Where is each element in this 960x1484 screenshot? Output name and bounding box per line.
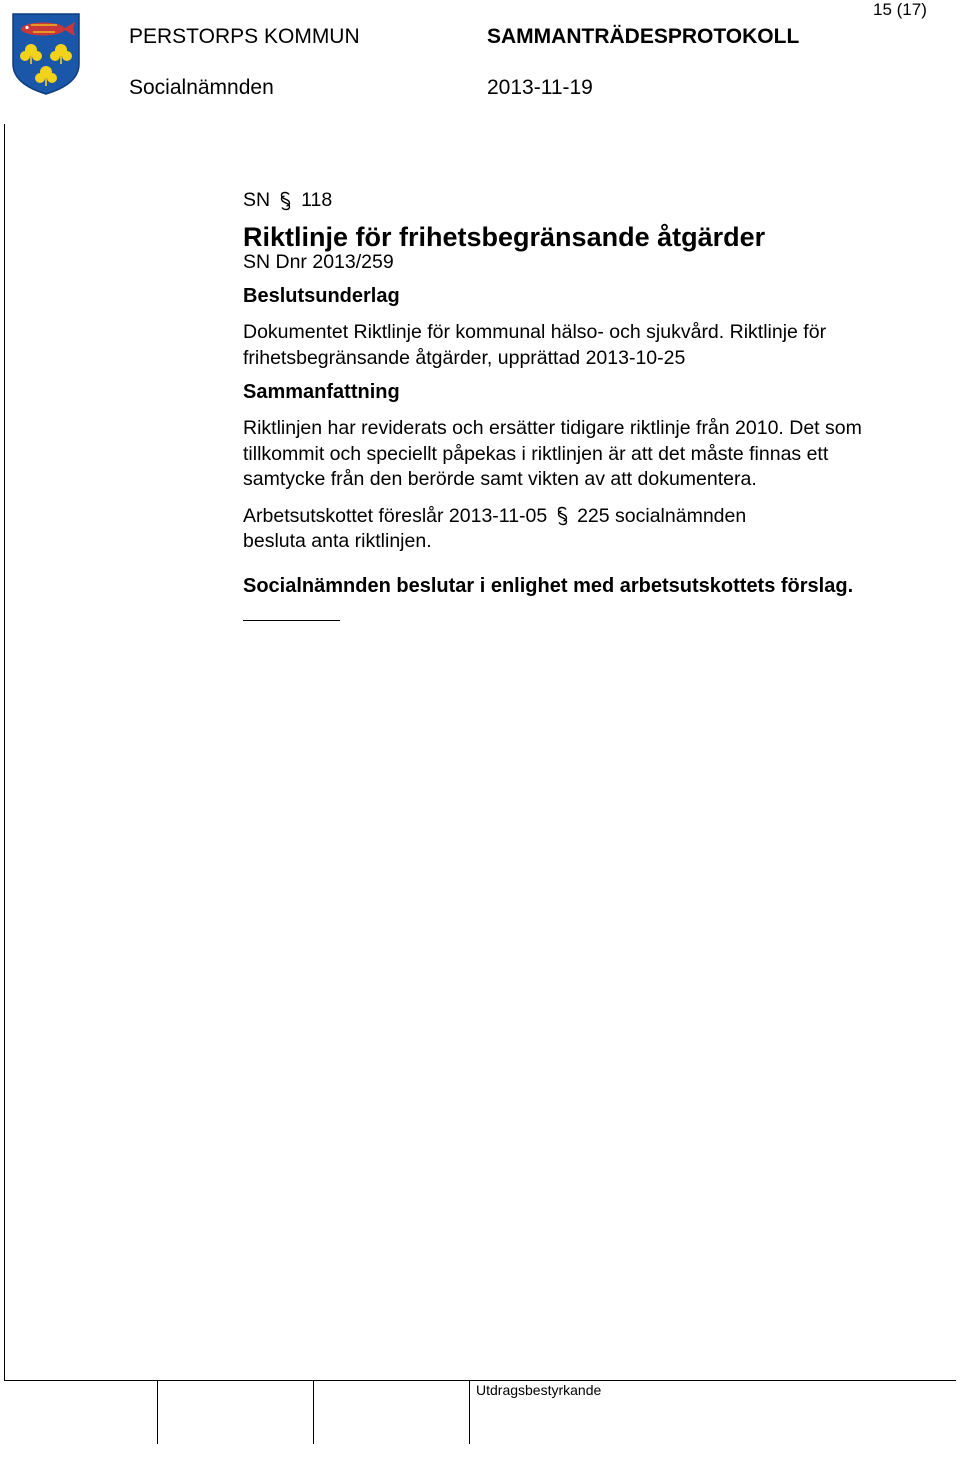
registration-number: SN Dnr 2013/259 — [243, 250, 394, 273]
coat-of-arms-icon — [11, 12, 81, 96]
proposal-prefix: Arbetsutskottet föreslår 2013-11-05 — [243, 504, 548, 527]
footer-rule — [4, 1380, 956, 1381]
summary-text: Riktlinjen har reviderats och ersätter tidigare riktlinje från 2010. Det som tillkommit och speciellt påpekas i riktlinjen är att det måste finnas ett samtycke från den berörde samt vikten av att dokumentera. — [243, 417, 862, 490]
paragraph-reference — [243, 188, 903, 214]
paragraph-number: 118 — [301, 189, 333, 211]
basis-text: Dokumentet Riktlinje för kommunal hälso- och sjukvård. Riktlinje för frihetsbegränsande åtgärder, upprättad 2013-10-25 — [243, 321, 827, 369]
document-type: SAMMANTRÄDESPROTOKOLL — [487, 25, 800, 48]
proposal-continuation: besluta anta riktlinjen. — [243, 530, 432, 552]
section-sign-icon — [556, 506, 569, 526]
attestation-label: Utdragsbestyrkande — [476, 1382, 602, 1398]
decision-text: Socialnämnden beslutar i enlighet med arbetsutskottets förslag. — [243, 574, 854, 597]
proposal-text — [243, 504, 903, 555]
committee-name: Socialnämnden — [129, 76, 274, 99]
end-rule — [243, 620, 340, 621]
signature-cell-divider — [469, 1380, 470, 1444]
basis-heading: Beslutsunderlag — [243, 285, 400, 307]
meeting-date: 2013-11-19 — [487, 76, 593, 99]
paragraph-prefix: SN — [243, 189, 271, 211]
page-number: 15 (17) — [873, 0, 927, 19]
signature-cell-divider — [313, 1380, 314, 1444]
section-sign-icon — [279, 191, 292, 211]
summary-heading: Sammanfattning — [243, 381, 400, 403]
municipality-name: PERSTORPS KOMMUN — [129, 25, 360, 48]
case-section — [243, 188, 903, 621]
left-margin-rule — [4, 124, 5, 1381]
proposal-number: 225 socialnämnden — [577, 504, 747, 527]
case-title: Riktlinje för frihetsbegränsande åtgärder — [243, 221, 766, 252]
signature-cell-divider — [157, 1380, 158, 1444]
